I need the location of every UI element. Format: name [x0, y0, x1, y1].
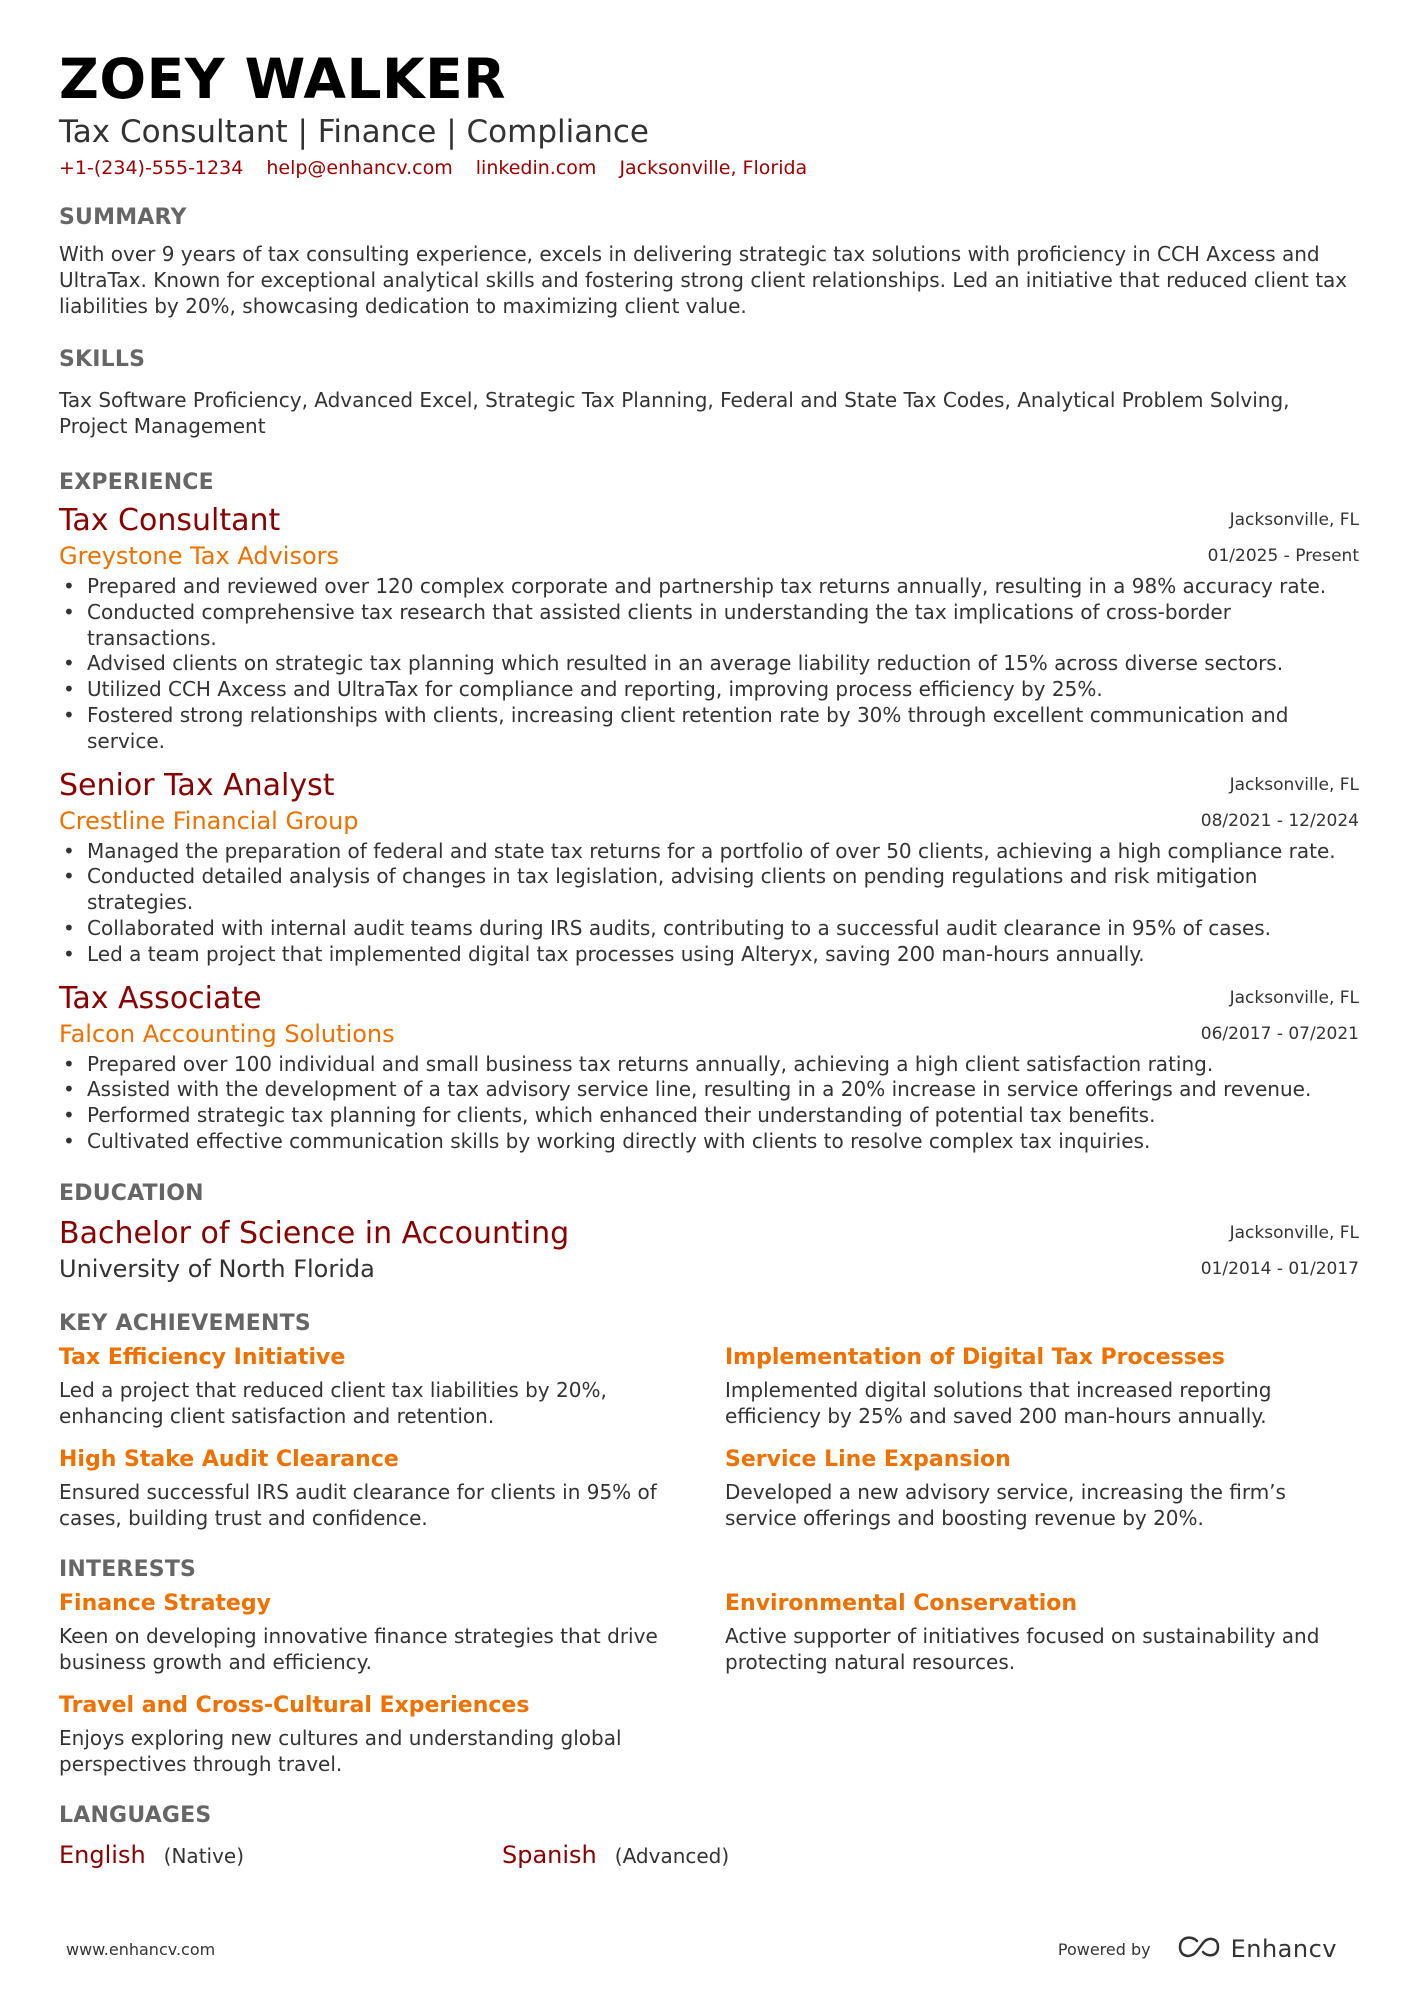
candidate-headline: Tax Consultant | Finance | Compliance — [59, 114, 649, 150]
job-dates: 08/2021 - 12/2024 — [1200, 810, 1359, 831]
job-bullet: • Fostered strong relationships with clients, increasing client retention rate by 30% through excellent communication and service. — [59, 703, 1359, 755]
job-bullets — [59, 574, 1359, 755]
resume-page — [59, 44, 1359, 1869]
interest-title: Environmental Conservation — [725, 1590, 1078, 1616]
skills-text: Tax Software Proficiency, Advanced Excel, Strategic Tax Planning, Federal and State Tax Codes, Analytical Problem Solving, Project Management — [59, 388, 1290, 438]
school-name: University of North Florida — [59, 1254, 375, 1283]
education-entry — [59, 1215, 1359, 1285]
interests-heading: INTERESTS — [59, 1556, 197, 1582]
experience-heading: EXPERIENCE — [59, 470, 214, 495]
language-item — [502, 1841, 945, 1869]
phone-link[interactable]: +1-(234)-555-1234 — [59, 157, 244, 179]
enhancv-logo-svg — [1177, 1935, 1221, 1959]
interest-item — [725, 1589, 1359, 1675]
achievement-desc: Implemented digital solutions that increased reporting efficiency by 25% and saved 200 man-hours annually. — [725, 1377, 1272, 1428]
achievement-item — [59, 1343, 725, 1429]
education-heading: EDUCATION — [59, 1180, 204, 1206]
job-meta — [1201, 980, 1359, 1052]
education-dates: 01/2014 - 01/2017 — [1200, 1258, 1359, 1279]
job-location: Jacksonville, FL — [1229, 774, 1359, 795]
degree-title: Bachelor of Science in Accounting — [59, 1215, 570, 1251]
location-text: Jacksonville, Florida — [619, 157, 808, 179]
interest-title: Travel and Cross-Cultural Experiences — [59, 1692, 530, 1718]
interest-item — [59, 1691, 725, 1777]
achievement-item — [59, 1445, 725, 1531]
resume-header — [59, 44, 1359, 181]
job-location: Jacksonville, FL — [1229, 987, 1359, 1008]
footer-branding — [1058, 1935, 1337, 1963]
achievement-desc: Developed a new advisory service, increasing the firm’s service offerings and boosting revenue by 20%. — [725, 1479, 1286, 1530]
interests-section — [59, 1555, 1359, 1777]
job-title: Tax Associate — [59, 980, 262, 1016]
linkedin-link[interactable]: linkedin.com — [475, 157, 597, 179]
achievement-title: Service Line Expansion — [725, 1446, 1011, 1472]
skills-section — [59, 345, 1359, 439]
languages-section — [59, 1801, 1359, 1869]
enhancv-logo-icon — [1177, 1935, 1221, 1963]
skills-heading: SKILLS — [59, 347, 146, 372]
summary-heading: SUMMARY — [59, 205, 187, 230]
candidate-name: ZOEY WALKER — [59, 47, 507, 111]
brand-name[interactable]: Enhancv — [1230, 1935, 1337, 1963]
interest-title: Finance Strategy — [59, 1590, 271, 1616]
achievement-title: Tax Efficiency Initiative — [59, 1344, 346, 1370]
job-bullet: • Utilized CCH Axcess and UltraTax for compliance and reporting, improving process efficiency by 25%. — [59, 677, 1359, 703]
interest-item — [59, 1589, 725, 1675]
job-bullets — [59, 839, 1359, 968]
job-dates: 01/2025 - Present — [1207, 546, 1359, 566]
job-meta — [1201, 767, 1359, 839]
job-bullet: • Collaborated with internal audit teams during IRS audits, contributing to a successful audit clearance in 95% of cases. — [59, 916, 1359, 942]
job-entry — [59, 767, 1359, 968]
languages-heading: LANGUAGES — [59, 1802, 212, 1828]
job-location: Jacksonville, FL — [1229, 510, 1359, 530]
job-bullet: • Led a team project that implemented digital tax processes using Alteryx, saving 200 man-hours annually. — [59, 942, 1359, 968]
language-name: Spanish — [502, 1840, 597, 1869]
achievements-section — [59, 1309, 1359, 1531]
job-bullet: • Prepared and reviewed over 120 complex corporate and partnership tax returns annually, resulting in a 98% accuracy rate. — [59, 574, 1359, 600]
interest-desc: Active supporter of initiatives focused on sustainability and protecting natural resources. — [725, 1623, 1320, 1674]
interest-desc: Enjoys exploring new cultures and understanding global perspectives through travel. — [59, 1725, 622, 1776]
job-entry — [59, 980, 1359, 1155]
job-title: Senior Tax Analyst — [59, 767, 335, 803]
job-bullet: • Assisted with the development of a tax advisory service line, resulting in a 20% increase in service offerings and revenue. — [59, 1077, 1359, 1103]
education-section — [59, 1179, 1359, 1285]
interests-grid — [59, 1589, 1359, 1777]
job-company: Crestline Financial Group — [59, 806, 359, 835]
achievement-title: Implementation of Digital Tax Processes — [725, 1344, 1225, 1370]
achievement-item — [725, 1445, 1359, 1531]
job-entry — [59, 502, 1359, 755]
email-link[interactable]: help@enhancv.com — [266, 157, 453, 179]
achievements-heading: KEY ACHIEVEMENTS — [59, 1310, 311, 1336]
job-bullet: • Cultivated effective communication skills by working directly with clients to resolve complex tax inquiries. — [59, 1129, 1359, 1155]
contact-info — [59, 155, 1359, 181]
job-bullet: • Advised clients on strategic tax planning which resulted in an average liability reduction of 15% across diverse sectors. — [59, 651, 1359, 677]
achievements-grid — [59, 1343, 1359, 1531]
job-bullets — [59, 1052, 1359, 1155]
language-name: English — [59, 1840, 146, 1869]
experience-section — [59, 468, 1359, 1155]
summary-section — [59, 203, 1359, 319]
achievement-title: High Stake Audit Clearance — [59, 1446, 399, 1472]
language-level: (Native) — [163, 1843, 245, 1868]
languages-list — [59, 1841, 1359, 1869]
powered-by-label: Powered by — [1057, 1939, 1151, 1959]
job-bullet: • Conducted comprehensive tax research that assisted clients in understanding the tax implications of cross-border transactions. — [59, 600, 1359, 652]
achievement-desc: Ensured successful IRS audit clearance for clients in 95% of cases, building trust and confidence. — [59, 1479, 657, 1530]
job-meta — [1208, 502, 1359, 574]
achievement-item — [725, 1343, 1359, 1429]
job-dates: 06/2017 - 07/2021 — [1200, 1023, 1359, 1044]
interest-desc: Keen on developing innovative finance strategies that drive business growth and efficiency. — [59, 1623, 658, 1674]
job-bullet: • Conducted detailed analysis of changes in tax legislation, advising clients on pending regulations and risk mitigation strategies. — [59, 864, 1359, 916]
job-bullet: • Prepared over 100 individual and small business tax returns annually, achieving a high client satisfaction rating. — [59, 1052, 1359, 1078]
job-bullet: • Managed the preparation of federal and state tax returns for a portfolio of over 50 clients, achieving a high compliance rate. — [59, 839, 1359, 865]
language-item — [59, 1841, 502, 1869]
job-bullet: • Performed strategic tax planning for clients, which enhanced their understanding of potential tax benefits. — [59, 1103, 1359, 1129]
job-title: Tax Consultant — [59, 503, 281, 538]
education-location: Jacksonville, FL — [1229, 1222, 1359, 1243]
job-company: Falcon Accounting Solutions — [59, 1019, 395, 1048]
language-level: (Advanced) — [614, 1843, 730, 1868]
summary-text: With over 9 years of tax consulting experience, excels in delivering strategic tax solutions with proficiency in CCH Axcess and UltraTax. Known for exceptional analytical skills and fostering strong client relationships. Led an initiative that reduced client tax liabilities by 20%, showcasing dedication to maximizing client value. — [59, 242, 1348, 318]
education-meta — [1201, 1215, 1359, 1287]
achievement-desc: Led a project that reduced client tax liabilities by 20%, enhancing client satisfaction and retention. — [59, 1377, 607, 1428]
footer-website-link[interactable]: www.enhancv.com — [66, 1940, 216, 1959]
job-company: Greystone Tax Advisors — [59, 542, 339, 570]
